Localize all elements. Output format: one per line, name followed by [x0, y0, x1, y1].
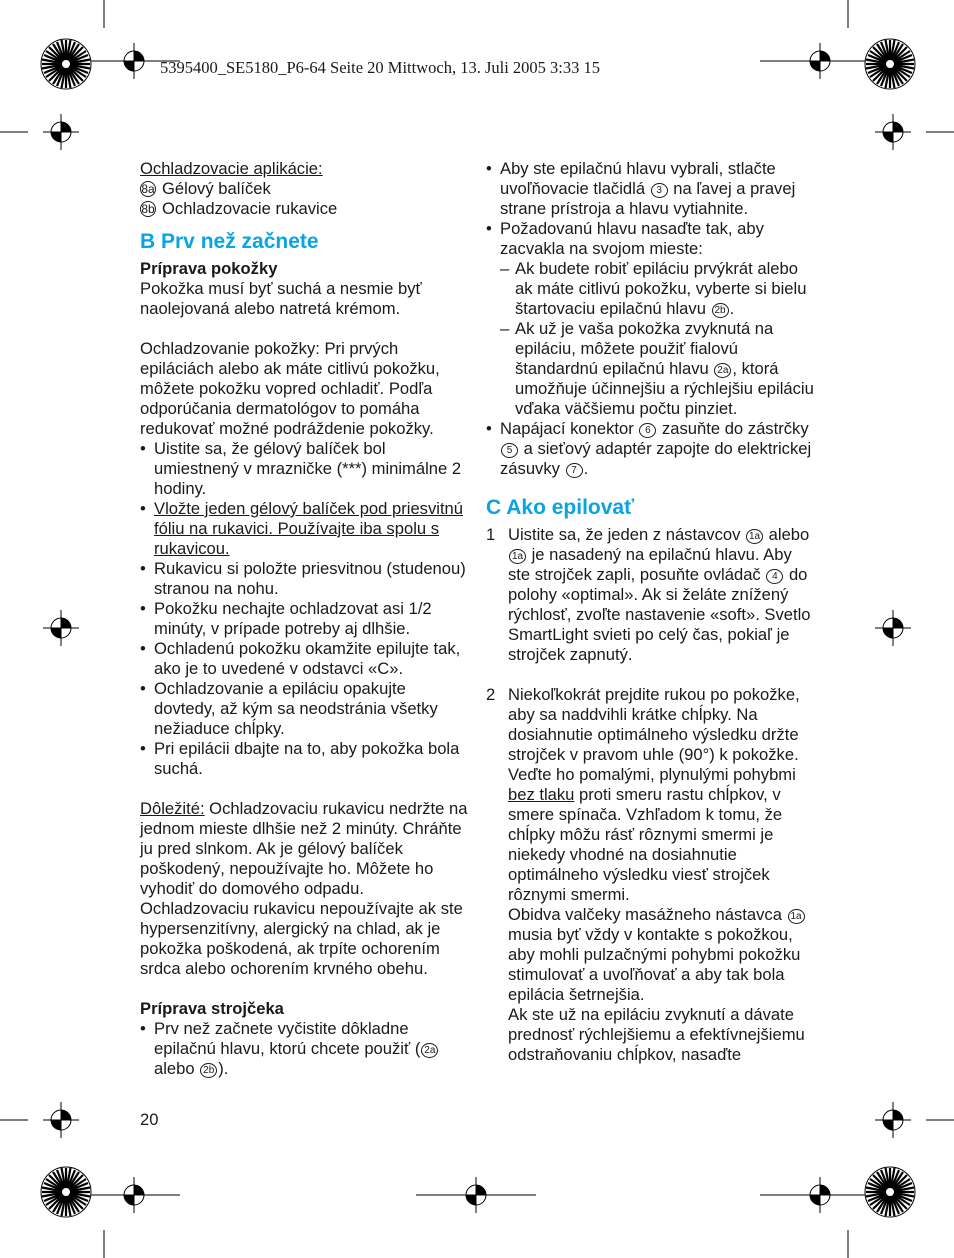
step-2-continued: Ak ste už na epiláciu zvyknutí a dávate prednosť rýchlejšiemu a efektívnejšiemu odstraňovaniu chĺpkov, nasaďte	[508, 1005, 805, 1064]
list-item: • Napájací konektor 6 zasuňte do zástrčky 5 a sieťový adaptér zapojte do elektrickej zásuvky 7 .	[486, 419, 816, 479]
ref-8a: 8a	[141, 182, 155, 196]
section-c-heading: C Ako epilovať	[486, 496, 635, 519]
ref-1a: 1a	[788, 909, 805, 924]
right-column	[486, 159, 816, 1065]
ref-6: 6	[639, 423, 656, 438]
list-item: • Pokožku nechajte ochladzovat asi 1/2 minúty, v prípade potreby aj dlhšie.	[140, 599, 470, 639]
section-b-heading: B Prv než začnete	[140, 230, 319, 253]
ref-8b: 8b	[141, 202, 155, 216]
list-item: • Aby ste epilačnú hlavu vybrali, stlačte uvoľňovacie tlačidlá 3 na ľavej a pravej strane prístroja a hlavu vytiahnite.	[486, 159, 816, 219]
dash-item: – Ak už je vaša pokožka zvyknutá na epiláciu, môžete použiť fialovú štandardnú epilačnú hlavu 2a , ktorá umožňuje účinnejšiu a rýchlejšiu epiláciu vďaka väčšiemu počtu pinziet.	[500, 319, 814, 418]
step-2-continued: Obidva valčeky masážneho nástavca 1a musia byť vždy v kontakte s pokožkou, aby mohli pulzačnými pohybmi pokožku stimulovať a uvoľňovať a aby tak bola epilácia šetrnejšia.	[486, 905, 816, 1005]
dash-item: – Ak budete robiť epiláciu prvýkrát alebo ak máte citlivú pokožku, vyberte si bielu štartovaciu epilačnú hlavu 2b .	[500, 259, 807, 318]
cooling-item: 8a Gélový balíček	[141, 179, 271, 198]
skin-cooling-text: Ochladzovanie pokožky: Pri prvých epiláciách alebo ak máte citlivú pokožku, môžete pokožku vopred ochladiť. Podľa odporúčania dermatológov to pomáha redukovať možné podráždenie pokožky.	[140, 339, 440, 438]
list-item: • Uistite sa, že gélový balíček bol umiestnený v mrazničke (***) minimálne 2 hodiny.	[140, 439, 470, 499]
list-item: • Rukavicu si položte priesvitnou (studenou) stranou na nohu.	[140, 559, 470, 599]
list-item: • Pri epilácii dbajte na to, aby pokožka bola suchá.	[140, 739, 470, 779]
ref-7: 7	[566, 463, 583, 478]
step-2: 2 Niekoľkokrát prejdite rukou po pokožke, aby sa naddvihli krátke chĺpky. Na dosiahnutie optimálneho výsledku držte strojček v pravom uhle (90°) k pokožke. Veďte ho pomalými, plynulými pohybmi bez tlaku proti smeru rastu chĺpkov, v smere spínača. Vzhľadom k tomu, že chĺpky môžu rásť rôznymi smermi je niekedy vhodné na dosiahnutie optimálneho výsledku viesť strojček rôznymi smermi.	[486, 685, 800, 904]
device-prep-title: Príprava strojčeka	[140, 999, 284, 1018]
page-number: 20	[140, 1110, 159, 1129]
left-column	[140, 159, 470, 1079]
ref-1a: 1a	[746, 529, 763, 544]
list-item: • Prv než začnete vyčistite dôkladne epilačnú hlavu, ktorú chcete použiť ( 2a alebo 2b ).	[140, 1019, 470, 1079]
ref-2a: 2a	[714, 363, 731, 378]
ref-2b: 2b	[200, 1063, 217, 1078]
ref-5: 5	[501, 443, 518, 458]
print-header: 5395400_SE5180_P6-64 Seite 20 Mittwoch, 13. Juli 2005 3:33 15	[160, 58, 601, 77]
list-item: • Ochladenú pokožku okamžite epilujte tak, ako je to uvedené v odstavci «C».	[140, 639, 470, 679]
cooling-applications-title: Ochladzovacie aplikácie:	[140, 159, 323, 178]
ref-2a: 2a	[421, 1043, 438, 1058]
ref-3: 3	[651, 183, 668, 198]
ref-4: 4	[766, 569, 783, 584]
skin-prep-title: Príprava pokožky	[140, 259, 278, 278]
list-item: • Vložte jeden gélový balíček pod priesvitnú fóliu na rukavici. Používajte iba spolu s rukavicou.	[140, 499, 470, 559]
important-note: Dôležité: Ochladzovaciu rukavicu nedržte na jednom mieste dlhšie než 2 minúty. Chráňte ju pred slnkom. Ak je gélový balíček poškodený, nepoužívajte ho. Môžete ho vyhodiť do domového odpadu. Ochladzovaciu rukavicu nepoužívajte ak ste hypersenzitívny, alergický na chlad, ak je pokožka poškodená, ak trpíte ochorením srdca alebo ochorením krvného obehu.	[140, 799, 468, 978]
list-item: • Požadovanú hlavu nasaďte tak, aby zacvakla na svojom mieste:	[486, 219, 816, 259]
ref-2b: 2b	[712, 303, 729, 318]
step-1: 1 Uistite sa, že jeden z nástavcov 1a alebo 1a je nasadený na epilačnú hlavu. Aby ste strojček zapli, posuňte ovládač 4 do polohy «optimal». Ak si želáte znížený rýchlosť, zvoľte nastavenie «soft». Svetlo SmartLight svieti po celý čas, pokiaľ je strojček zapnutý.	[486, 525, 811, 664]
list-item: • Ochladzovanie a epiláciu opakujte dovtedy, až kým sa neodstránia všetky nežiaduce chĺpky.	[140, 679, 470, 739]
ref-1a: 1a	[509, 549, 526, 564]
skin-prep-text: Pokožka musí byť suchá a nesmie byť naolejovaná alebo natretá krémom.	[140, 279, 422, 318]
cooling-item: 8b Ochladzovacie rukavice	[141, 199, 338, 218]
